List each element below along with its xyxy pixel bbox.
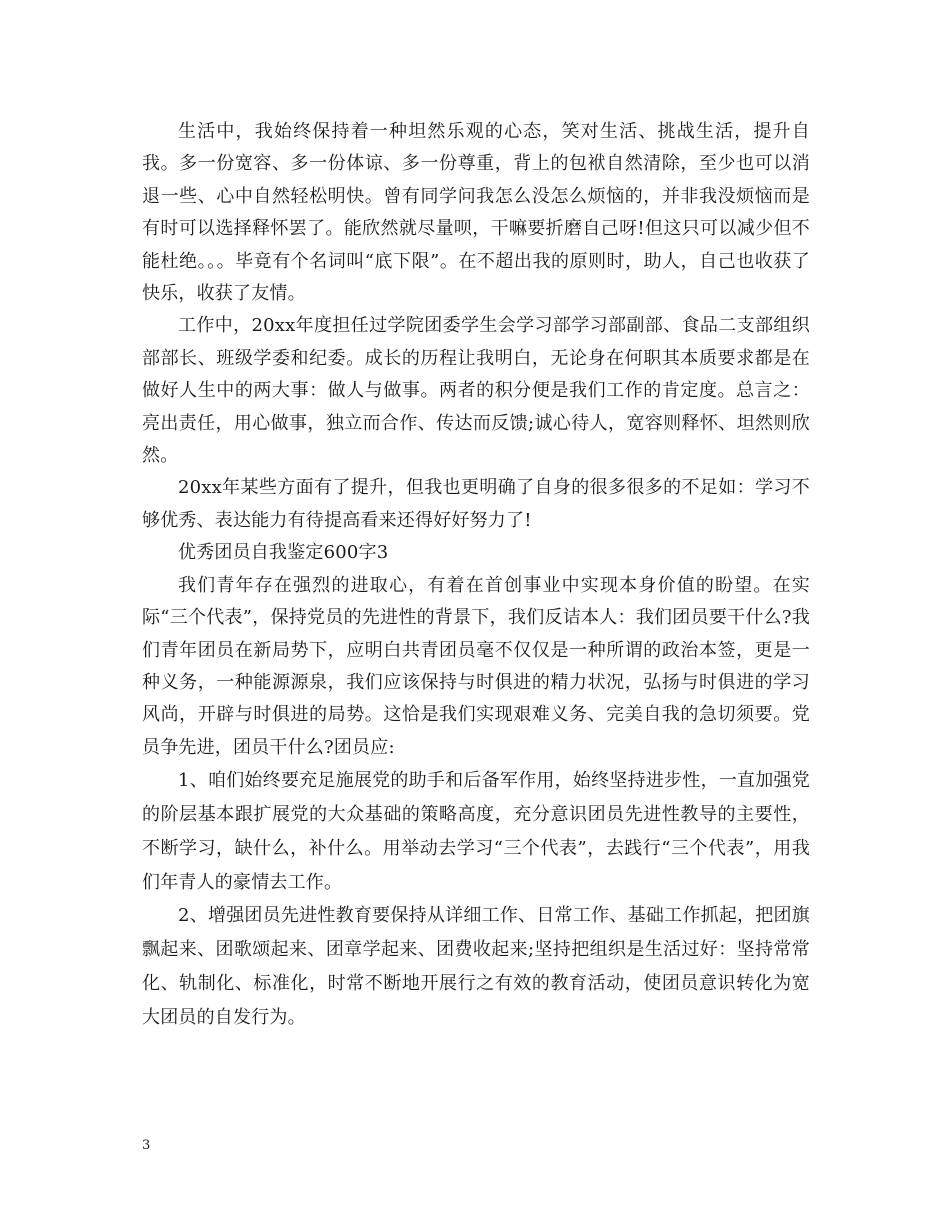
paragraph-work: 工作中，20xx年度担任过学院团委学生会学习部学习部副部、食品二支部组织部部长、班级学委和纪委。成长的历程让我明白，无论身在何职其本质要求都是在做好人生中的两大事：做人与做事。两者的积分便是我们工作的肯定度。总言之：亮出责任，用心做事，独立而合作、传达而反馈;诚心待人，宽容则释怀、坦然则欣然。 [142, 315, 810, 467]
document-body [142, 116, 810, 1035]
page-number: 3 [142, 1138, 151, 1153]
paragraph-life: 生活中，我始终保持着一种坦然乐观的心态，笑对生活、挑战生活，提升自我。多一份宽容、多一份体谅、多一份尊重，背上的包袱自然清除，至少也可以消退一些、心中自然轻松明快。曾有同学问我怎么没怎么烦恼的，并非我没烦恼而是有时可以选择释怀罢了。能欣然就尽量呗，干嘛要折磨自己呀!但这只可以减少但不能杜绝。。。毕竟有个名词叫“底下限”。在不超出我的原则时，助人，自己也收获了快乐，收获了友情。 [142, 121, 810, 305]
paragraph-youth: 我们青年存在强烈的进取心，有着在首创事业中实现本身价值的盼望。在实际“三个代表”，保持党员的先进性的背景下，我们反诘本人：我们团员要干什么?我们青年团员在新局势下，应明白共青团员毫不仅仅是一种所谓的政治本签，更是一种义务，一种能源源泉，我们应该保持与时俱进的精力状况，弘扬与时俱进的学习风尚，开辟与时俱进的局势。这恰是我们实现艰难义务、完美自我的急切须要。党员争先进，团员干什么?团员应: [142, 574, 810, 758]
paragraph-point-1: 1、咱们始终要充足施展党的助手和后备军作用，始终坚持进步性，一直加强党的阶层基本跟扩展党的大众基础的策略高度，充分意识团员先进性教导的主要性，不断学习，缺什么，补什么。用举动去学习“三个代表”，去践行“三个代表”，用我们年青人的豪情去工作。 [142, 770, 810, 893]
paragraph-improvement: 20xx年某些方面有了提升，但我也更明确了自身的很多很多的不足如：学习不够优秀、表达能力有待提高看来还得好好努力了! [142, 477, 810, 531]
paragraph-point-2: 2、增强团员先进性教育要保持从详细工作、日常工作、基础工作抓起，把团旗飘起来、团歌颂起来、团章学起来、团费收起来;坚持把组织是生活过好：坚持常常化、轨制化、标准化，时常不断地开展行之有效的教育活动，使团员意识转化为宽大团员的自发行为。 [142, 905, 810, 1028]
section-heading: 优秀团员自我鉴定600字3 [178, 542, 389, 564]
